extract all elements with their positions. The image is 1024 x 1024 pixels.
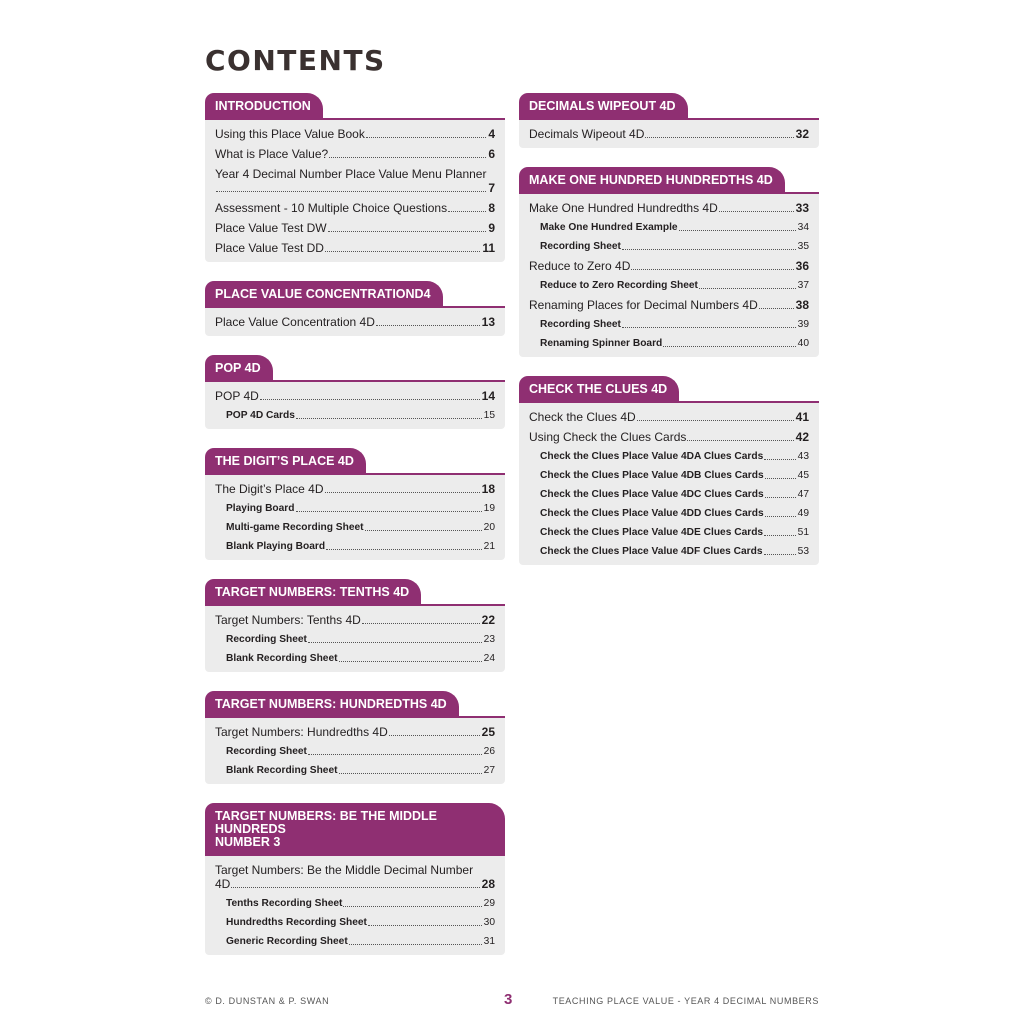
entry-page: 42 (795, 430, 809, 444)
toc-entry[interactable] (215, 238, 495, 258)
dot-leader (329, 157, 486, 158)
dot-leader (764, 554, 796, 555)
entry-page: 9 (488, 221, 495, 235)
footer-copyright: © D. DUNSTAN & P. SWAN (205, 996, 330, 1006)
entry-title: Check the Clues Place Value 4DB Clues Cards (540, 470, 764, 481)
entry-title: Generic Recording Sheet (226, 936, 348, 947)
section-heading-tab (519, 167, 785, 192)
toc-section (205, 579, 505, 672)
dot-leader (308, 754, 482, 755)
entry-page: 35 (797, 241, 809, 252)
entry-page: 51 (797, 527, 809, 538)
toc-subentry[interactable] (215, 649, 495, 668)
entry-page: 23 (483, 634, 495, 645)
dot-leader (328, 231, 487, 232)
footer-book-title: TEACHING PLACE VALUE - YEAR 4 DECIMAL NUMBERS (552, 996, 819, 1006)
toc-section (519, 93, 819, 148)
entry-title: Check the Clues Place Value 4DD Clues Cards (540, 508, 764, 519)
section-heading-line: PLACE VALUE CONCENTRATIOND4 (215, 287, 431, 301)
toc-entry[interactable] (529, 295, 809, 315)
entry-title: Hundredths Recording Sheet (226, 917, 367, 928)
toc-section (205, 93, 505, 262)
entry-page: 49 (797, 508, 809, 519)
section-rule (205, 473, 505, 475)
entry-title: Check the Clues Place Value 4DC Clues Cards (540, 489, 764, 500)
entry-page: 25 (481, 725, 495, 739)
dot-leader (631, 269, 793, 270)
toc-section (205, 448, 505, 560)
toc-subentry[interactable] (215, 537, 495, 556)
page-title: CONTENTS (205, 44, 386, 77)
section-heading-tab (205, 579, 421, 604)
dot-leader (308, 642, 482, 643)
entry-page: 24 (483, 653, 495, 664)
dot-leader (231, 887, 479, 888)
entry-title: Renaming Places for Decimal Numbers 4D (529, 298, 758, 312)
entry-page: 22 (481, 613, 495, 627)
entry-page: 7 (488, 181, 495, 195)
entry-title: Renaming Spinner Board (540, 338, 663, 349)
section-header (519, 376, 819, 403)
section-header (205, 281, 505, 308)
section-heading-tab (519, 93, 688, 118)
toc-subentry[interactable] (215, 630, 495, 649)
entry-title: Recording Sheet (226, 746, 307, 757)
entry-title: Check the Clues 4D (529, 410, 636, 424)
entry-title: Target Numbers: Hundredths 4D (215, 725, 388, 739)
section-heading-tab (205, 355, 273, 380)
entry-page: 39 (797, 319, 809, 330)
toc-section (519, 167, 819, 357)
dot-leader (764, 459, 795, 460)
dot-leader (765, 516, 796, 517)
dot-leader (699, 288, 796, 289)
entry-title: Multi-game Recording Sheet (226, 522, 364, 533)
entry-page: 6 (488, 147, 495, 161)
entry-page: 18 (481, 482, 495, 496)
section-header (205, 355, 505, 382)
toc-subentry[interactable] (529, 334, 809, 353)
section-heading-line: MAKE ONE HUNDRED HUNDREDTHS 4D (529, 173, 773, 187)
entry-page: 19 (483, 503, 495, 514)
entry-page: 45 (797, 470, 809, 481)
entry-title: Target Numbers: Tenths 4D (215, 613, 361, 627)
entry-page: 8 (488, 201, 495, 215)
section-entries (205, 475, 505, 560)
entry-title: Recording Sheet (226, 634, 307, 645)
entry-title: Make One Hundred Hundredths 4D (529, 201, 718, 215)
dot-leader (719, 211, 794, 212)
section-heading-line: NUMBER 3 (215, 835, 281, 849)
toc-section (205, 281, 505, 336)
section-header (205, 691, 505, 718)
entry-page: 4 (488, 127, 495, 141)
dot-leader (687, 440, 793, 441)
section-entries (205, 382, 505, 429)
entry-page: 36 (795, 259, 809, 273)
toc-entry[interactable] (215, 124, 495, 144)
dot-leader (759, 308, 794, 309)
dot-leader (765, 497, 796, 498)
dot-leader (389, 735, 480, 736)
toc-subentry[interactable] (529, 466, 809, 485)
section-rule (205, 604, 505, 606)
entry-title: Recording Sheet (540, 319, 621, 330)
entry-page: 38 (795, 298, 809, 312)
toc-subentry[interactable] (529, 315, 809, 334)
section-heading-tab (205, 803, 505, 854)
entry-title: Place Value Test DW (215, 221, 327, 235)
section-rule (519, 401, 819, 403)
section-heading-line: CHECK THE CLUES 4D (529, 382, 668, 396)
entry-title: Using this Place Value Book (215, 127, 365, 141)
toc-subentry[interactable] (529, 237, 809, 256)
section-header (205, 93, 505, 120)
toc-subentry[interactable] (529, 504, 809, 523)
section-rule (205, 854, 505, 856)
section-heading-line: DECIMALS WIPEOUT 4D (529, 99, 676, 113)
entry-page: 30 (483, 917, 495, 928)
footer-page-number: 3 (504, 991, 513, 1008)
entry-title: What is Place Value? (215, 147, 329, 161)
entry-page: 53 (797, 546, 809, 557)
entry-title: Tenths Recording Sheet (226, 898, 343, 909)
dot-leader (325, 492, 480, 493)
entry-title: POP 4D Cards (226, 410, 295, 421)
section-heading-line: POP 4D (215, 361, 261, 375)
section-rule (205, 380, 505, 382)
section-heading-tab (205, 448, 366, 473)
dot-leader (365, 530, 482, 531)
toc-entry[interactable] (215, 198, 495, 218)
dot-leader (260, 399, 480, 400)
toc-section (205, 803, 505, 955)
entry-title: The Digit’s Place 4D (215, 482, 324, 496)
entry-page: 13 (481, 315, 495, 329)
entry-title: Blank Playing Board (226, 541, 326, 552)
entry-title: Year 4 Decimal Number Place Value Menu Planner (215, 167, 487, 181)
toc-entry[interactable] (215, 610, 495, 630)
entry-title: Place Value Test DD (215, 241, 324, 255)
toc-entry[interactable] (215, 386, 495, 406)
section-rule (519, 192, 819, 194)
entry-page: 29 (483, 898, 495, 909)
toc-subentry[interactable] (215, 932, 495, 951)
section-header (205, 448, 505, 475)
toc-entry[interactable] (215, 164, 495, 198)
toc-subentry[interactable] (215, 894, 495, 913)
toc-subentry[interactable] (215, 761, 495, 780)
section-heading-line: TARGET NUMBERS: BE THE MIDDLE HUNDREDS (215, 809, 437, 836)
toc-section (205, 691, 505, 784)
section-header (205, 579, 505, 606)
entry-page: 37 (797, 280, 809, 291)
section-heading-tab (205, 691, 459, 716)
entry-title: Reduce to Zero 4D (529, 259, 631, 273)
entry-page: 28 (481, 877, 495, 891)
toc-section (205, 355, 505, 429)
toc-entry[interactable] (215, 312, 495, 332)
dot-leader (296, 511, 482, 512)
section-header (519, 93, 819, 120)
toc-subentry[interactable] (529, 276, 809, 295)
entry-page: 26 (483, 746, 495, 757)
section-heading-tab (519, 376, 679, 401)
entry-page: 32 (795, 127, 809, 141)
toc-entry[interactable] (529, 256, 809, 276)
entry-page: 14 (481, 389, 495, 403)
entry-page: 21 (483, 541, 495, 552)
entry-page: 40 (797, 338, 809, 349)
dot-leader (448, 211, 486, 212)
toc-subentry[interactable] (529, 542, 809, 561)
section-header (205, 803, 505, 856)
dot-leader (339, 773, 482, 774)
toc-subentry[interactable] (215, 406, 495, 425)
toc-subentry[interactable] (529, 447, 809, 466)
section-entries (205, 718, 505, 784)
entry-title: Playing Board (226, 503, 295, 514)
entry-title: Decimals Wipeout 4D (529, 127, 645, 141)
section-rule (205, 118, 505, 120)
entry-title: Blank Recording Sheet (226, 653, 338, 664)
section-entries (519, 194, 819, 357)
entry-page: 15 (483, 410, 495, 421)
entry-title: Check the Clues Place Value 4DF Clues Cards (540, 546, 763, 557)
dot-leader (366, 137, 486, 138)
dot-leader (765, 478, 796, 479)
dot-leader (362, 623, 480, 624)
toc-subentry[interactable] (215, 742, 495, 761)
section-entries (205, 120, 505, 262)
dot-leader (645, 137, 793, 138)
section-heading-tab (205, 93, 323, 118)
section-rule (205, 716, 505, 718)
dot-leader (349, 944, 482, 945)
dot-leader (622, 249, 796, 250)
entry-title: Reduce to Zero Recording Sheet (540, 280, 698, 291)
entry-title: POP 4D (215, 389, 259, 403)
toc-entry[interactable] (215, 860, 495, 894)
entry-title: Place Value Concentration 4D (215, 315, 375, 329)
toc-subentry[interactable] (215, 518, 495, 537)
section-entries (205, 856, 505, 955)
dot-leader (343, 906, 481, 907)
left-column (205, 93, 505, 955)
toc-entry[interactable] (215, 722, 495, 742)
section-heading-line: INTRODUCTION (215, 99, 311, 113)
entry-page: 43 (797, 451, 809, 462)
dot-leader (296, 418, 482, 419)
dot-leader (368, 925, 482, 926)
section-entries (205, 606, 505, 672)
entry-line-2 (215, 181, 495, 195)
dot-leader (663, 346, 795, 347)
section-entries (205, 308, 505, 336)
toc-entry[interactable] (529, 427, 809, 447)
section-heading-line: THE DIGIT’S PLACE 4D (215, 454, 354, 468)
entry-title: Check the Clues Place Value 4DA Clues Cards (540, 451, 764, 462)
section-rule (205, 306, 505, 308)
section-heading-tab (205, 281, 443, 306)
entry-title: Make One Hundred Example (540, 222, 678, 233)
toc-subentry[interactable] (215, 913, 495, 932)
entry-page: 11 (482, 241, 495, 255)
dot-leader (326, 549, 482, 550)
dot-leader (764, 535, 796, 536)
toc-entry[interactable] (215, 479, 495, 499)
entry-title-cont: 4D (215, 877, 231, 891)
toc-subentry[interactable] (529, 485, 809, 504)
toc-section (519, 376, 819, 565)
dot-leader (216, 191, 486, 192)
entry-page: 31 (483, 936, 495, 947)
toc-subentry[interactable] (529, 523, 809, 542)
section-rule (519, 118, 819, 120)
entry-page: 33 (795, 201, 809, 215)
entry-page: 20 (483, 522, 495, 533)
entry-title: Using Check the Clues Cards (529, 430, 687, 444)
dot-leader (637, 420, 794, 421)
toc-entry[interactable] (215, 144, 495, 164)
section-heading-line: TARGET NUMBERS: TENTHS 4D (215, 585, 410, 599)
entry-title: Recording Sheet (540, 241, 621, 252)
dot-leader (325, 251, 480, 252)
dot-leader (679, 230, 796, 231)
toc-subentry[interactable] (529, 218, 809, 237)
entry-title: Check the Clues Place Value 4DE Clues Cards (540, 527, 764, 538)
entry-page: 47 (797, 489, 809, 500)
toc-subentry[interactable] (215, 499, 495, 518)
toc-entry[interactable] (529, 198, 809, 218)
dot-leader (622, 327, 796, 328)
right-column (519, 93, 819, 565)
section-entries (519, 120, 819, 148)
entry-page: 41 (795, 410, 809, 424)
toc-entry[interactable] (529, 124, 809, 144)
entry-title: Blank Recording Sheet (226, 765, 338, 776)
section-entries (519, 403, 819, 565)
entry-page: 27 (483, 765, 495, 776)
entry-line-2 (215, 877, 495, 891)
dot-leader (376, 325, 480, 326)
entry-title: Assessment - 10 Multiple Choice Questions (215, 201, 448, 215)
section-heading-line: TARGET NUMBERS: HUNDREDTHS 4D (215, 697, 447, 711)
toc-entry[interactable] (215, 218, 495, 238)
dot-leader (339, 661, 482, 662)
toc-entry[interactable] (529, 407, 809, 427)
entry-title: Target Numbers: Be the Middle Decimal Number (215, 863, 474, 877)
section-header (519, 167, 819, 194)
entry-page: 34 (797, 222, 809, 233)
